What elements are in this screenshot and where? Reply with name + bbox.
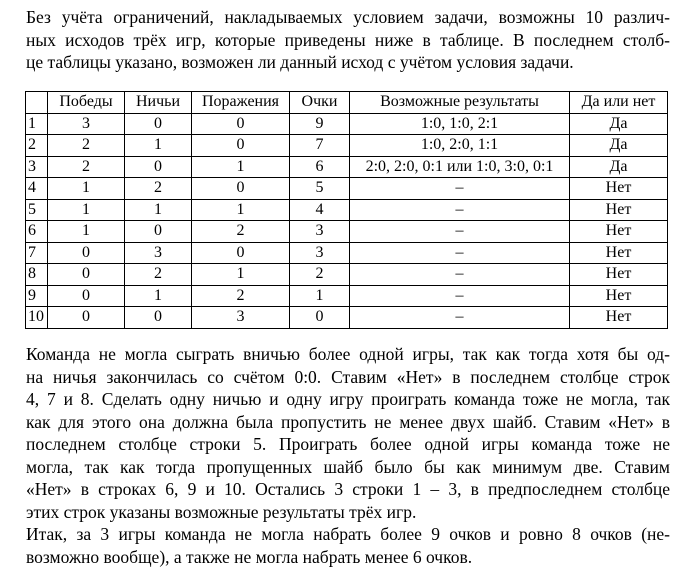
losses-cell: 0 xyxy=(192,135,290,157)
results-cell: 2:0, 2:0, 0:1 или 1:0, 3:0, 0:1 xyxy=(350,156,570,178)
results-cell: – xyxy=(350,264,570,286)
yes-no-cell: Да xyxy=(570,113,668,135)
results-cell: – xyxy=(350,307,570,329)
points-cell: 9 xyxy=(290,113,350,135)
draws-cell: 0 xyxy=(125,113,192,135)
losses-cell: 1 xyxy=(192,264,290,286)
table-row xyxy=(26,135,668,157)
draws-cell: 0 xyxy=(125,156,192,178)
losses-cell: 2 xyxy=(192,221,290,243)
wins-cell: 0 xyxy=(48,285,125,307)
draws-cell: 2 xyxy=(125,264,192,286)
wins-cell: 0 xyxy=(48,242,125,264)
table-row xyxy=(26,156,668,178)
points-cell: 4 xyxy=(290,199,350,221)
results-cell: – xyxy=(350,199,570,221)
row-number-cell: 8 xyxy=(26,264,48,286)
losses-cell: 0 xyxy=(192,113,290,135)
header-cell-yes-no: Да или нет xyxy=(570,92,668,114)
draws-cell: 2 xyxy=(125,178,192,200)
header-cell-results: Возможные результаты xyxy=(350,92,570,114)
points-cell: 7 xyxy=(290,135,350,157)
draws-cell: 1 xyxy=(125,199,192,221)
losses-cell: 0 xyxy=(192,242,290,264)
yes-no-cell: Да xyxy=(570,156,668,178)
wins-cell: 2 xyxy=(48,135,125,157)
body-line: этих строк указаны возможные результаты трёх игр. xyxy=(26,501,670,524)
table-row xyxy=(26,307,668,329)
results-cell: – xyxy=(350,242,570,264)
table-row xyxy=(26,178,668,200)
row-number-cell: 4 xyxy=(26,178,48,200)
points-cell: 1 xyxy=(290,285,350,307)
row-number-cell: 10 xyxy=(26,307,48,329)
yes-no-cell: Да xyxy=(570,135,668,157)
intro-line: це таблицы указано, возможен ли данный исход с учётом условия задачи. xyxy=(26,51,670,74)
losses-cell: 1 xyxy=(192,156,290,178)
losses-cell: 3 xyxy=(192,307,290,329)
explanation-paragraph xyxy=(26,343,670,568)
body-line: Команда не могла сыграть вничью более одной игры, так как тогда хотя бы од- xyxy=(26,343,670,366)
body-line: как для этого она должна была пропустить не менее двух шайб. Ставим «Нет» в xyxy=(26,411,670,434)
results-cell: – xyxy=(350,221,570,243)
draws-cell: 3 xyxy=(125,242,192,264)
yes-no-cell: Нет xyxy=(570,221,668,243)
wins-cell: 1 xyxy=(48,221,125,243)
body-line: последнем столбце строки 5. Проиграть более одной игры команда тоже не xyxy=(26,433,670,456)
losses-cell: 0 xyxy=(192,178,290,200)
header-cell-points: Очки xyxy=(290,92,350,114)
table-row xyxy=(26,264,668,286)
yes-no-cell: Нет xyxy=(570,199,668,221)
row-number-cell: 3 xyxy=(26,156,48,178)
row-number-cell: 1 xyxy=(26,113,48,135)
draws-cell: 0 xyxy=(125,307,192,329)
body-line: на ничья закончилась со счётом 0:0. Ставим «Нет» в последнем столбце строк xyxy=(26,366,670,389)
points-cell: 5 xyxy=(290,178,350,200)
table-row xyxy=(26,242,668,264)
header-cell-draws: Ничьи xyxy=(125,92,192,114)
body-line: «Нет» в строках 6, 9 и 10. Остались 3 строки 1 – 3, в предпоследнем столбце xyxy=(26,478,670,501)
points-cell: 3 xyxy=(290,221,350,243)
points-cell: 0 xyxy=(290,307,350,329)
body-line: возможно вообще), а также не могла набрать менее 6 очков. xyxy=(26,546,670,568)
row-number-cell: 5 xyxy=(26,199,48,221)
wins-cell: 0 xyxy=(48,264,125,286)
points-cell: 3 xyxy=(290,242,350,264)
yes-no-cell: Нет xyxy=(570,285,668,307)
table-row xyxy=(26,199,668,221)
yes-no-cell: Нет xyxy=(570,264,668,286)
results-table xyxy=(25,91,668,329)
body-line: 4, 7 и 8. Сделать одну ничью и одну игру проиграть команда тоже не могла, так xyxy=(26,388,670,411)
wins-cell: 0 xyxy=(48,307,125,329)
row-number-cell: 6 xyxy=(26,221,48,243)
results-cell: 1:0, 1:0, 2:1 xyxy=(350,113,570,135)
intro-line: Без учёта ограничений, накладываемых условием задачи, возможны 10 различ- xyxy=(26,6,670,29)
draws-cell: 0 xyxy=(125,221,192,243)
table-header-row xyxy=(26,92,668,114)
yes-no-cell: Нет xyxy=(570,178,668,200)
draws-cell: 1 xyxy=(125,135,192,157)
results-cell: – xyxy=(350,285,570,307)
points-cell: 2 xyxy=(290,264,350,286)
intro-line: ных исходов трёх игр, которые приведены ниже в таблице. В последнем столб- xyxy=(26,29,670,52)
header-cell-losses: Поражения xyxy=(192,92,290,114)
header-cell-wins: Победы xyxy=(48,92,125,114)
row-number-cell: 2 xyxy=(26,135,48,157)
wins-cell: 1 xyxy=(48,178,125,200)
yes-no-cell: Нет xyxy=(570,307,668,329)
yes-no-cell: Нет xyxy=(570,242,668,264)
draws-cell: 1 xyxy=(125,285,192,307)
body-line: Итак, за 3 игры команда не могла набрать более 9 очков и ровно 8 очков (не- xyxy=(26,523,670,546)
wins-cell: 3 xyxy=(48,113,125,135)
losses-cell: 1 xyxy=(192,199,290,221)
header-cell-number xyxy=(26,92,48,114)
results-cell: – xyxy=(350,178,570,200)
body-line: могла, так как тогда пропущенных шайб было бы как минимум две. Ставим xyxy=(26,456,670,479)
intro-paragraph xyxy=(26,6,670,74)
results-cell: 1:0, 2:0, 1:1 xyxy=(350,135,570,157)
table-row xyxy=(26,285,668,307)
table-row xyxy=(26,113,668,135)
row-number-cell: 9 xyxy=(26,285,48,307)
losses-cell: 2 xyxy=(192,285,290,307)
row-number-cell: 7 xyxy=(26,242,48,264)
table-row xyxy=(26,221,668,243)
wins-cell: 2 xyxy=(48,156,125,178)
points-cell: 6 xyxy=(290,156,350,178)
wins-cell: 1 xyxy=(48,199,125,221)
